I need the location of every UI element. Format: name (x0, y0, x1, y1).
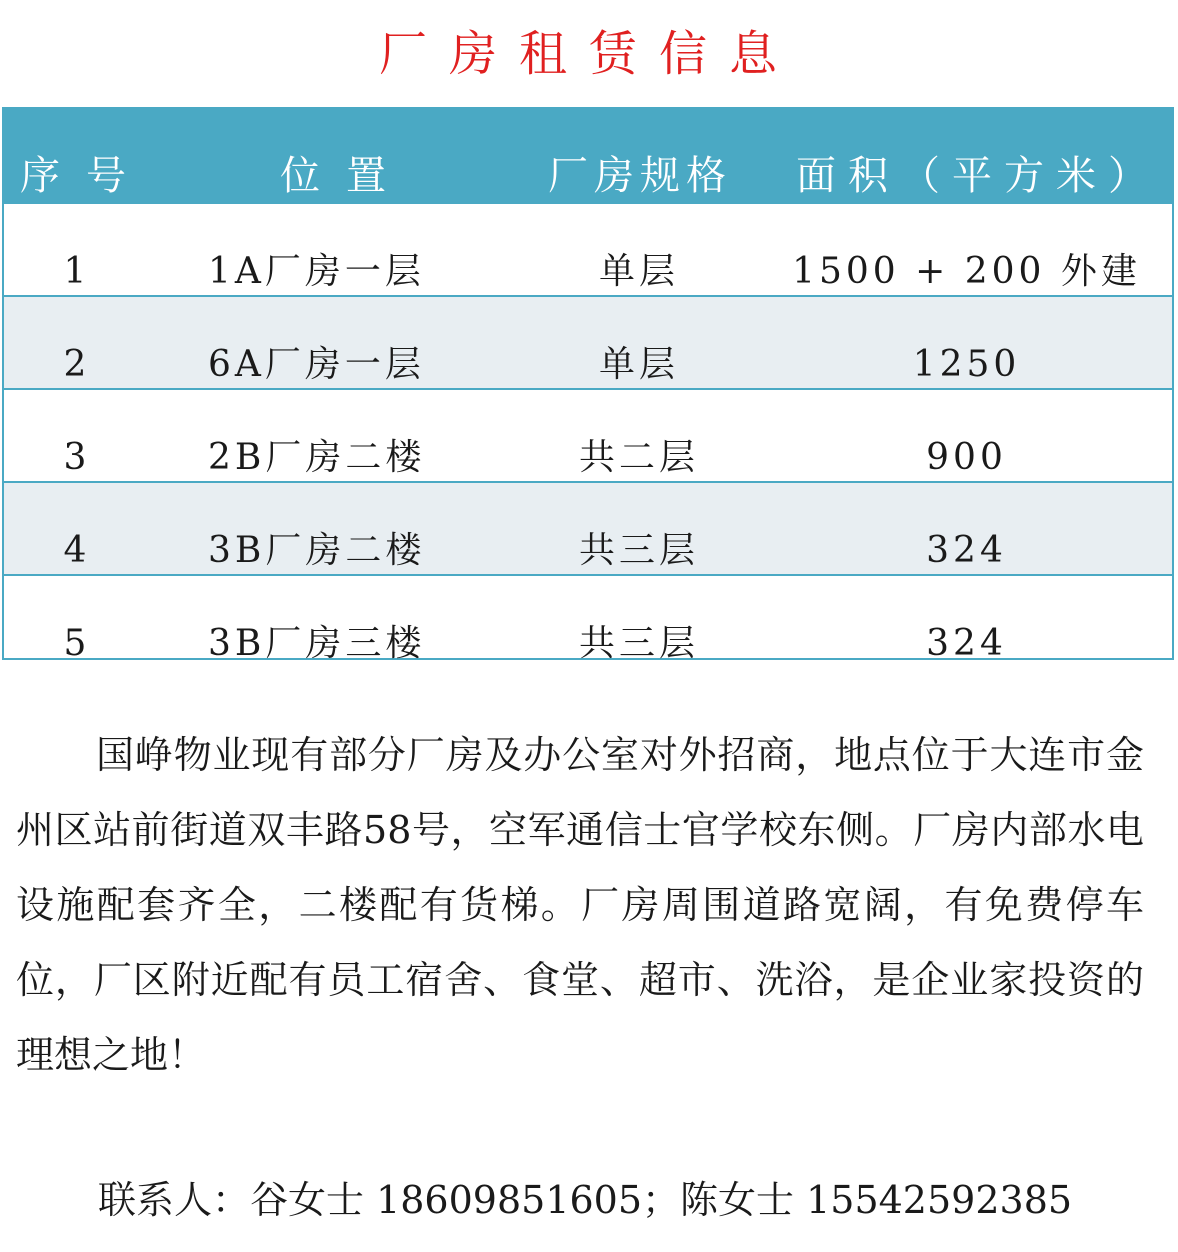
header-num: 序号 (20, 153, 152, 199)
cell-area: 900 (926, 437, 1007, 478)
header-area: 面积（平方米） (796, 153, 1160, 199)
cell-location: 1A厂房一层 (208, 251, 425, 292)
table-row (4, 481, 1172, 574)
rental-table (2, 107, 1174, 664)
table-row (4, 295, 1172, 388)
cell-area: 324 (926, 530, 1007, 571)
cell-location: 3B厂房三楼 (208, 623, 426, 664)
cell-location: 6A厂房一层 (208, 344, 425, 385)
cell-spec: 共二层 (578, 437, 699, 478)
cell-num: 5 (63, 623, 87, 664)
cell-location: 3B厂房二楼 (208, 530, 426, 571)
cell-location: 2B厂房二楼 (208, 437, 426, 478)
table-header (4, 109, 1172, 202)
page-title: 厂房租赁信息 (378, 26, 799, 82)
cell-spec: 共三层 (578, 530, 699, 571)
table-row (4, 388, 1172, 481)
cell-num: 2 (63, 344, 87, 385)
table-row (4, 574, 1172, 664)
header-spec: 厂房规格 (548, 153, 732, 199)
cell-spec: 共三层 (578, 623, 699, 664)
contact-info: 联系人：谷女士 18609851605；陈女士 15542592385 (98, 1178, 1073, 1222)
cell-spec: 单层 (598, 344, 679, 385)
cell-area: 1250 (912, 344, 1021, 385)
cell-spec: 单层 (598, 251, 679, 292)
header-location: 位置 (280, 153, 412, 199)
cell-num: 1 (63, 251, 87, 292)
cell-area: 324 (926, 623, 1007, 664)
cell-area: 1500 + 200 外建 (792, 251, 1141, 292)
cell-num: 4 (63, 530, 87, 571)
table-row (4, 202, 1172, 295)
description-paragraph: 国峥物业现有部分厂房及办公室对外招商，地点位于大连市金州区站前街道双丰路58号，空军通信士官学校东侧。厂房内部水电设施配套齐全，二楼配有货梯。厂房周围道路宽阔，有免费停车位，厂区附近配有员工宿舍、食堂、超市、洗浴，是企业家投资的理想之地！ (16, 733, 1144, 1077)
cell-num: 3 (63, 437, 87, 478)
